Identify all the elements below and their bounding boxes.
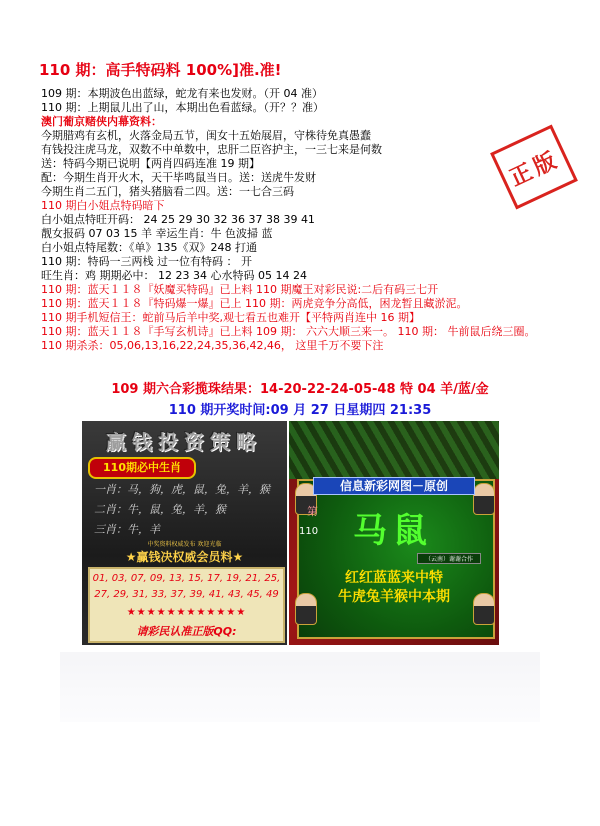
- article-line: 今期生肖二五门，猪头猪脑看二四。送：一七合三码: [41, 185, 294, 198]
- article-line: 配：今期生肖开火木，天干毕鸣鼠当日。送：送虎牛发财: [41, 171, 316, 184]
- page-title: 110 期：高手特码料 100%]准.准!: [39, 61, 282, 79]
- article-line: 今期腊鸡有玄机，火落金局五节，闺女十五始展眉，守株待免真愚蠢: [41, 129, 371, 142]
- number-row: 01, 03, 07, 09, 13, 15, 17, 19, 21, 25,: [92, 573, 281, 584]
- member-banner: ★赢钱决权威会员料★: [125, 550, 244, 564]
- strategy-row: 三肖：牛，羊: [94, 523, 160, 536]
- board-line: 牛虎兔羊猴中本期: [338, 589, 450, 605]
- issue-prefix: 第: [307, 505, 318, 518]
- board-note: （云南）谢谢合作: [417, 553, 481, 564]
- board-line: 红红蓝蓝来中特: [345, 570, 443, 586]
- strategy-subtitle: 110期必中生肖: [88, 457, 196, 479]
- avatar: [473, 483, 495, 515]
- article-line: 有钱投注虎马龙，双数不中单数中，忠肝二臣咨护主，一三七来是何数: [41, 143, 382, 156]
- draw-time: 110 期开奖时间:09 月 27 日星期四 21:35: [168, 403, 432, 418]
- article-line: 109 期：本期波色出蓝绿，蛇龙有来也发财。（开 04 准）: [41, 87, 323, 100]
- star-row: ★★★★★★★★★★★★: [126, 607, 247, 618]
- draw-result: 109 期六合彩揽珠结果：14-20-22-24-05-48 特 04 羊/蓝/金: [111, 382, 489, 397]
- board-header: 信息新彩网图－原创: [313, 477, 475, 495]
- article-line: 旺生肖：鸡 期期必中： 12 23 34 心水特码 05 14 24: [41, 269, 307, 282]
- article-line: 澳门葡京赌侠内幕资料：: [41, 115, 162, 128]
- strategy-heading: 赢钱投资策略: [106, 430, 262, 454]
- prediction-image: [289, 421, 499, 645]
- issue-number: 110: [299, 526, 319, 537]
- article-line: 110 期白小姐点特码暗下: [41, 199, 165, 212]
- bottom-area: [60, 652, 540, 722]
- strategy-row: 二肖：牛，鼠，兔，羊，猴: [94, 503, 226, 516]
- authentic-stamp: 正版: [490, 125, 578, 210]
- number-row: 27, 29, 31, 33, 37, 39, 41, 43, 45, 49: [94, 589, 279, 600]
- strategy-caption: 中奖资料权威发布 欢迎光临: [147, 541, 222, 548]
- article-line: 白小姐点特旺开码： 24 25 29 30 32 36 37 38 39 41: [41, 213, 315, 226]
- article-line: 110 期杀杀：05,06,13,16,22,24,35,36,42,46， 这里千万不要下注: [41, 339, 384, 352]
- number-box: [88, 567, 285, 643]
- article-line: 110 期手机短信王：蛇前马后羊中奖,观七看五也难开【平特两肖连中 16 期】: [41, 311, 420, 324]
- article-line: 110 期：蓝天１１８『手写玄机诗』已上料 109 期： 六六大顺三来一。 110 期： 牛前鼠后绕三圈。: [41, 325, 536, 338]
- qq-footer: 请彩民认准正版QQ:: [136, 625, 237, 638]
- article-line: 110 期：特码一三两栈 过一位有特码 ： 开: [41, 255, 252, 268]
- article-line: 110 期：蓝天１１８『妖魔买特码』已上料 110 期魔王对彩民说:二后有码三七开: [41, 283, 439, 296]
- strategy-image: [82, 421, 287, 645]
- article-line: 110 期：上期鼠儿出了山，本期出色看蓝绿。（开？？准）: [41, 101, 324, 114]
- featured-zodiac: 马鼠: [353, 511, 433, 551]
- strategy-row: 一肖：马，狗，虎，鼠，兔，羊，猴: [94, 483, 270, 496]
- article-line: 靓女报码 07 03 15 羊 幸运生肖：牛 色波掃 蓝: [41, 227, 273, 240]
- article-line: 白小姐点特尾数：《单》135《双》248 打通: [41, 241, 257, 254]
- leaf-decoration: [289, 421, 499, 479]
- article-line: 送：特码今期已说明【两肖四码连准 19 期】: [41, 157, 260, 170]
- article-line: 110 期：蓝天１１８『特码爆一爆』已上 110 期：两虎竞争分高低，困龙暂且藏淤泥。: [41, 297, 468, 310]
